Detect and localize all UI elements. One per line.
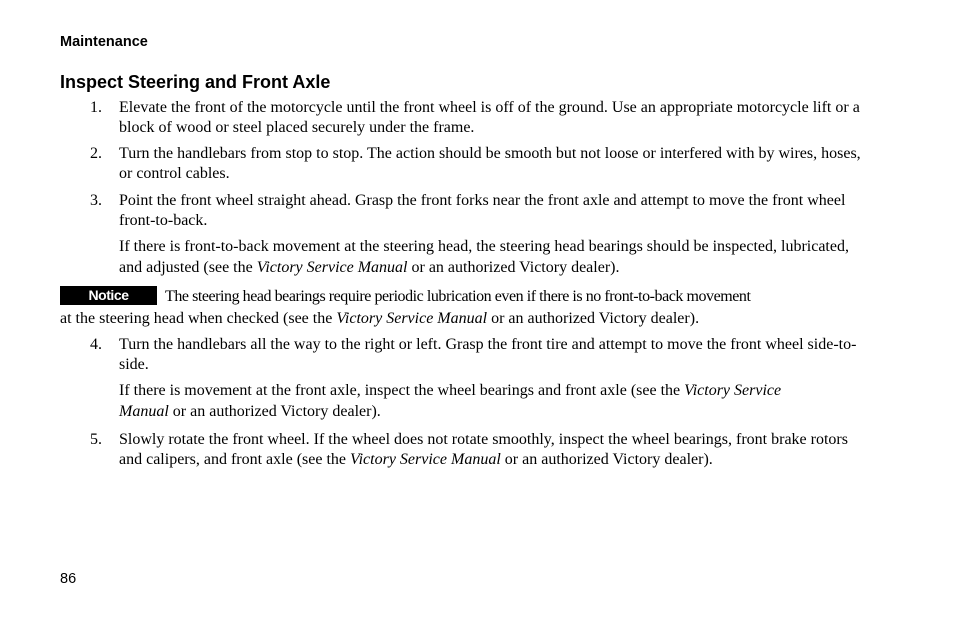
- note-text: If there is movement at the front axle, inspect the wheel bearings and front axle (see the: [119, 382, 685, 399]
- manual-reference: Victory Service Manual: [119, 382, 782, 420]
- notice-line-1: [60, 286, 870, 308]
- step-number: 5.: [90, 431, 102, 448]
- step-text: Point the front wheel straight ahead. Grasp the front forks near the front axle and attempt to move the front wheel front-to-back.: [119, 192, 846, 229]
- step-text: Turn the handlebars from stop to stop. The action should be smooth but not loose or interfered with by wires, hoses, or control cables.: [119, 145, 861, 182]
- notice-text: The steering head bearings require periodic lubrication even if there is no front-to-back movement: [165, 288, 751, 305]
- section-label: Maintenance: [60, 34, 148, 50]
- notice-line-2: [60, 308, 870, 330]
- step-3-note: [119, 236, 869, 278]
- page-title: Inspect Steering and Front Axle: [60, 72, 331, 92]
- step-text-part: or an authorized Victory dealer).: [500, 451, 713, 468]
- note-text: If there is front-to-back movement at the steering head, the steering head bearings should be inspected, lubricated, and adjusted (see the: [119, 238, 849, 276]
- note-text: or an authorized Victory dealer).: [168, 403, 381, 420]
- step-number: 3.: [90, 192, 102, 209]
- step-number: 4.: [90, 336, 102, 353]
- note-text: or an authorized Victory dealer).: [407, 259, 620, 276]
- step-text: Turn the handlebars all the way to the right or left. Grasp the front tire and attempt to move the front wheel side-to-side.: [119, 336, 857, 373]
- notice-badge: Notice: [60, 286, 157, 305]
- manual-reference: Victory Service Manual: [256, 259, 408, 276]
- notice-text: at the steering head when checked (see the: [60, 310, 337, 327]
- page-number: 86: [60, 571, 77, 587]
- notice-text: or an authorized Victory dealer).: [487, 310, 700, 327]
- step-number: 2.: [90, 145, 102, 162]
- manual-reference: Victory Service Manual: [350, 451, 501, 468]
- notice-block: [60, 286, 870, 330]
- step-text: [119, 430, 864, 470]
- step-number: 1.: [90, 99, 102, 116]
- step-text-part: Slowly rotate the front wheel. If the wheel does not rotate smoothly, inspect the wheel bearings, front brake rotors and calipers, and front axle (see the: [119, 431, 848, 468]
- manual-reference: Victory Service Manual: [336, 310, 488, 327]
- step-4-note: [119, 380, 819, 422]
- step-text: Elevate the front of the motorcycle until the front wheel is off of the ground. Use an appropriate motorcycle lift or a block of wood or steel placed securely under the frame.: [119, 99, 860, 136]
